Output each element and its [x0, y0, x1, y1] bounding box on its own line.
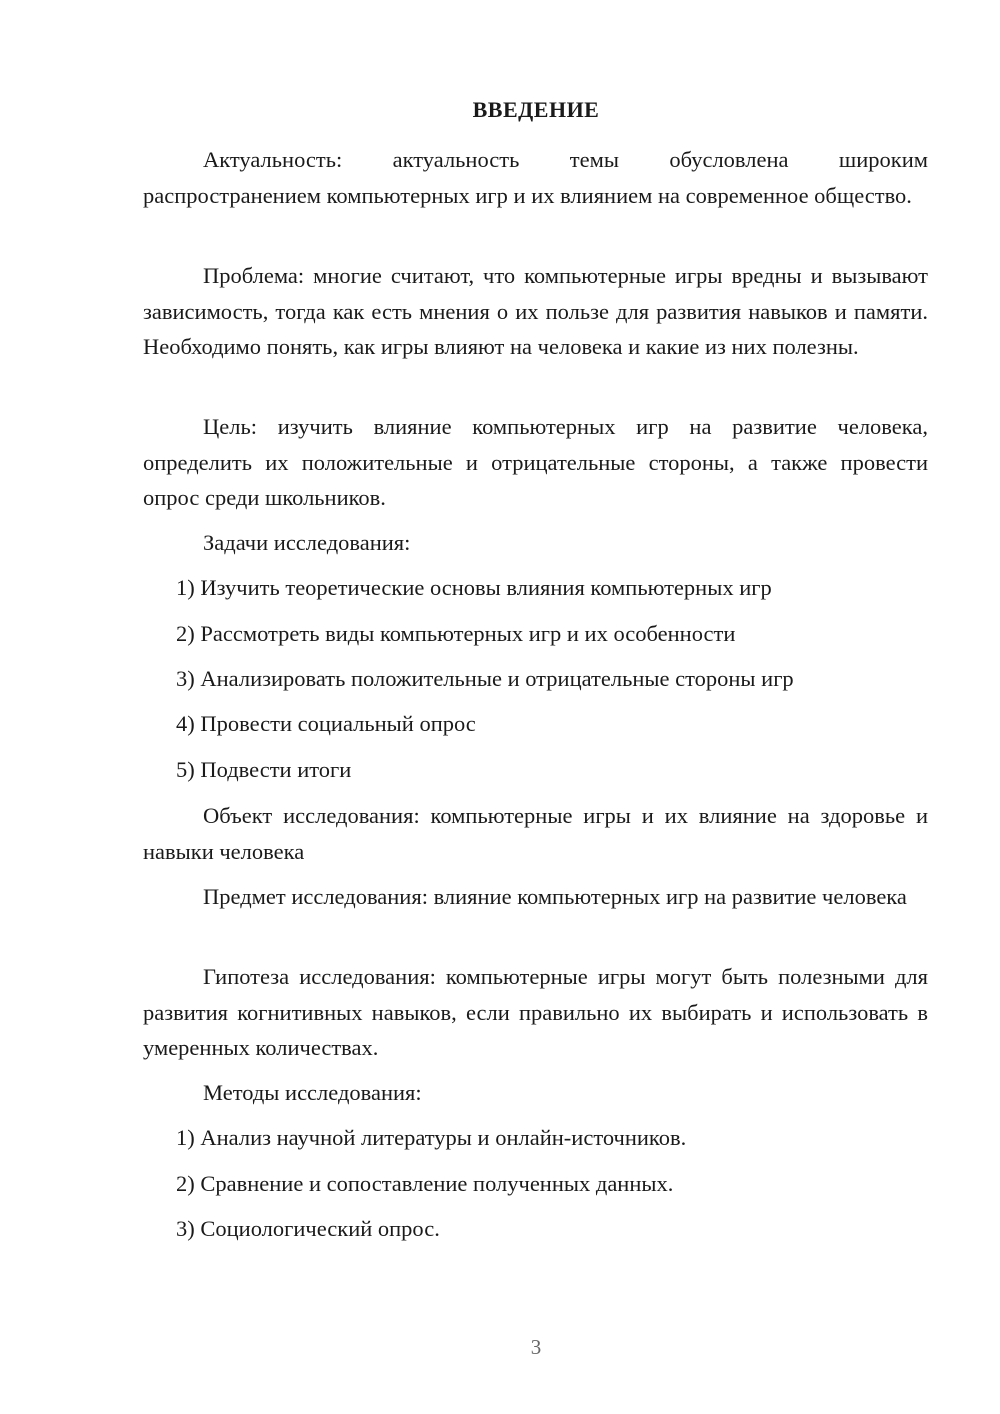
task-item: 1) Изучить теоретические основы влияния компьютерных игр	[176, 575, 772, 600]
problem-paragraph: Проблема: многие считают, что компьютерные игры вредны и вызывают зависимость, тогда как есть мнения о их пользе для развития навыков и памяти. Необходимо понять, как игры влияют на человека и какие из них полезны.	[143, 263, 928, 359]
method-item: 2) Сравнение и сопоставление полученных данных.	[176, 1171, 674, 1196]
methods-title: Методы исследования:	[203, 1080, 422, 1105]
task-item: 2) Рассмотреть виды компьютерных игр и их особенности	[176, 621, 736, 646]
page-number: 3	[530, 1335, 542, 1359]
task-item: 3) Анализировать положительные и отрицательные стороны игр	[176, 666, 794, 691]
method-item: 1) Анализ научной литературы и онлайн-источников.	[176, 1125, 687, 1150]
subject-paragraph: Предмет исследования: влияние компьютерных игр на развитие человека	[203, 884, 907, 909]
object-paragraph: Объект исследования: компьютерные игры и их влияние на здоровье и навыки человека	[143, 803, 928, 864]
method-item: 3) Социологический опрос.	[176, 1216, 440, 1241]
relevance-paragraph: Актуальность: актуальность темы обусловлена широким распространением компьютерных игр и их влиянием на современное общество.	[143, 147, 928, 208]
task-item: 5) Подвести итоги	[176, 757, 352, 782]
goal-paragraph: Цель: изучить влияние компьютерных игр на развитие человека, определить их положительные и отрицательные стороны, а также провести опрос среди школьников.	[143, 414, 928, 510]
hypothesis-paragraph: Гипотеза исследования: компьютерные игры могут быть полезными для развития когнитивных навыков, если правильно их выбирать и использовать в умеренных количествах.	[143, 964, 928, 1060]
section-heading: ВВЕДЕНИЕ	[472, 97, 600, 122]
task-item: 4) Провести социальный опрос	[176, 711, 476, 736]
tasks-title: Задачи исследования:	[203, 530, 411, 555]
